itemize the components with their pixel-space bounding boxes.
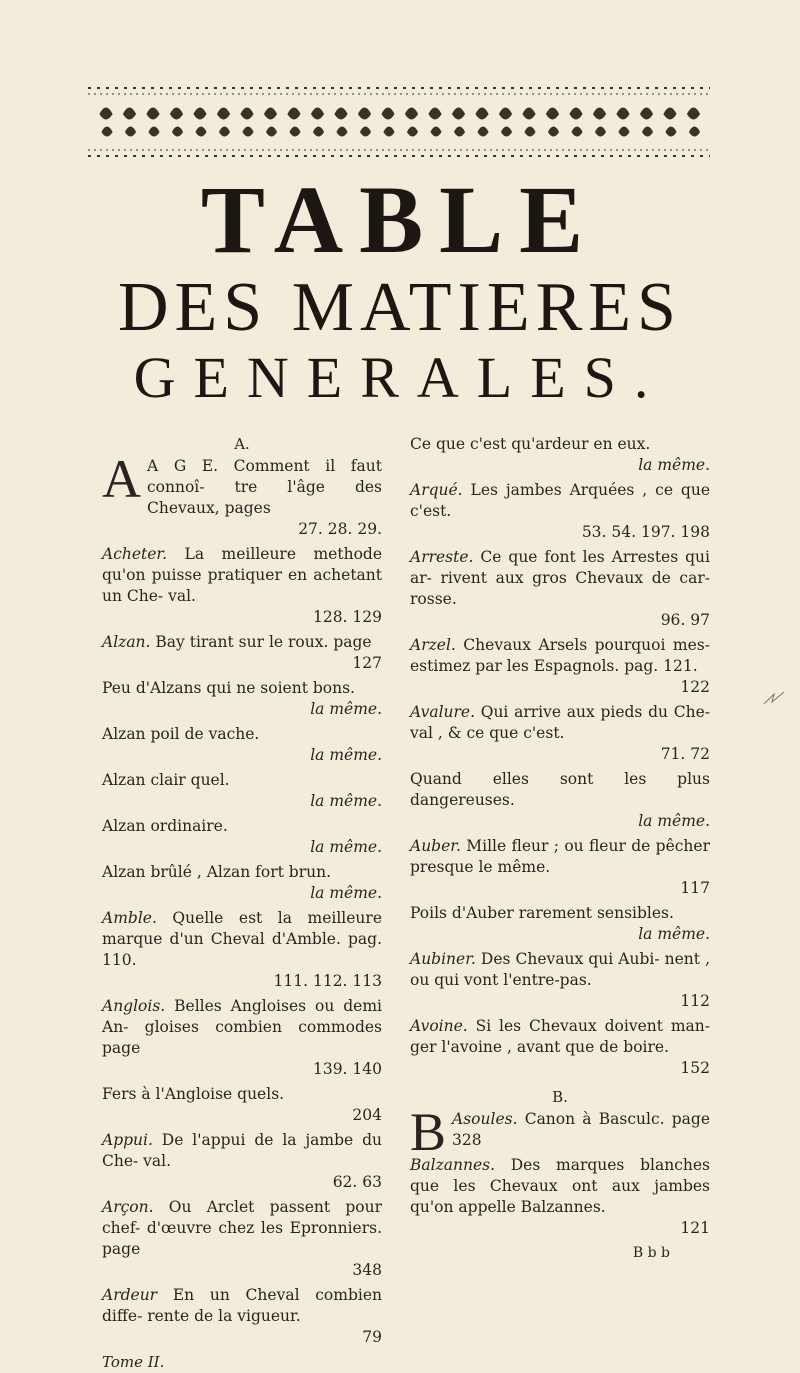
entry-text: Ce que c'est qu'ardeur en eux.	[410, 435, 651, 453]
fleuron-icon	[265, 108, 277, 136]
index-entry	[410, 702, 710, 765]
index-entry	[102, 724, 382, 766]
section-letter-a: A.	[234, 435, 250, 453]
index-entry	[102, 770, 382, 812]
entry-text: Chevaux Arsels pourquoi mes- estimez par les Espagnols. pag. 121.	[410, 636, 710, 675]
entry-page-ref: la même.	[310, 838, 382, 856]
fleuron-icon	[382, 108, 394, 136]
entry-page-ref: 79	[362, 1328, 382, 1346]
index-entry	[102, 1130, 382, 1193]
index-entry	[102, 544, 382, 628]
index-entry	[102, 996, 382, 1080]
entry-page-ref: 204	[352, 1106, 382, 1124]
index-entry	[410, 903, 710, 945]
fleuron-icon	[147, 108, 159, 136]
index-entry	[102, 1285, 382, 1348]
dropcap-b: B	[410, 1102, 447, 1162]
index-entry	[102, 1084, 382, 1126]
index-entry	[410, 1155, 710, 1239]
index-entry	[102, 632, 382, 674]
fleuron-icon	[124, 108, 136, 136]
entry-headword: Balzannes.	[410, 1156, 496, 1174]
fleuron-icon	[288, 108, 300, 136]
index-entry	[410, 1016, 710, 1079]
entry-page-ref: 71. 72	[660, 745, 710, 763]
entry-page-ref: la même.	[638, 812, 710, 830]
fleuron-icon	[218, 108, 230, 136]
fleuron-icon	[335, 108, 347, 136]
entry-text: Des Chevaux qui Aubi- nent , ou qui vont l'entre-pas.	[410, 950, 710, 989]
index-entry	[102, 449, 382, 540]
entry-text: Quand elles sont les plus dangereuses.	[410, 770, 710, 809]
index-entry	[410, 949, 710, 1012]
entry-headword: Asoules.	[452, 1110, 518, 1128]
index-entry	[410, 769, 710, 832]
entry-text: Ou Arclet passent pour chef- d'œuvre chez les Epronniers. page	[102, 1198, 382, 1258]
fleuron-icon	[547, 108, 559, 136]
entry-page-ref: 128. 129	[312, 608, 382, 626]
entry-headword: Acheter.	[102, 545, 168, 563]
entry-page-ref: la même.	[310, 792, 382, 810]
entry-page-ref: 117	[680, 879, 710, 897]
page-subtitle-2: GENERALES.	[133, 345, 667, 410]
entry-text: Quelle est la meilleure marque d'un Cheval d'Amble. pag. 110.	[102, 909, 382, 969]
entry-headword: Auber.	[410, 837, 461, 855]
fleuron-icon	[429, 108, 441, 136]
entry-page-ref: 348	[352, 1261, 382, 1279]
entry-headword: Arçon.	[102, 1198, 154, 1216]
entry-text: A G E. Comment il faut connoî- tre l'âge des Chevaux, pages	[147, 457, 382, 517]
entry-text: Bay tirant sur le roux. page	[150, 633, 372, 651]
entry-text: Fers à l'Angloise quels.	[102, 1085, 285, 1103]
entry-page-ref: 62. 63	[332, 1173, 382, 1191]
index-entry	[410, 547, 710, 631]
fleuron-icon	[359, 108, 371, 136]
entry-page-ref: 139. 140	[312, 1060, 382, 1078]
fleuron-icon	[453, 108, 465, 136]
entry-text: Si les Chevaux doivent man- ger l'avoine , avant que de boire.	[410, 1017, 710, 1056]
index-entry	[410, 1102, 710, 1162]
index-entry	[410, 480, 710, 543]
entry-text: Canon à Basculc. page 328	[452, 1110, 710, 1149]
entry-text: Mille fleur ; ou fleur de pêcher presque le même.	[410, 837, 710, 876]
fleuron-icon	[617, 108, 629, 136]
entry-headword: Arqué.	[410, 481, 463, 499]
entry-headword: Avoine.	[410, 1017, 468, 1035]
entry-headword: Arreste.	[410, 548, 474, 566]
fleuron-icon	[171, 108, 183, 136]
fleuron-icon	[312, 108, 324, 136]
entry-text: Ce que font les Arrestes qui ar- rivent aux gros Chevaux de car- rosse.	[410, 548, 710, 608]
entry-text: Belles Angloises ou demi An- gloises combien commodes page	[102, 997, 382, 1057]
index-entry	[102, 1197, 382, 1281]
entry-headword: Amble.	[102, 909, 157, 927]
fleuron-icon	[476, 108, 488, 136]
entry-headword: Arzel.	[410, 636, 456, 654]
index-entry	[102, 908, 382, 992]
entry-page-ref: la même.	[310, 700, 382, 718]
entry-headword: Anglois.	[102, 997, 166, 1015]
entry-text: Alzan poil de vache.	[102, 725, 260, 743]
entry-headword: Alzan.	[102, 633, 151, 651]
entry-headword: Aubiner.	[410, 950, 476, 968]
entry-page-ref: 112	[680, 992, 710, 1010]
fleuron-icon	[241, 108, 253, 136]
fleuron-icon	[523, 108, 535, 136]
right-column	[410, 434, 710, 1264]
entry-text: Poils d'Auber rarement sensibles.	[410, 904, 674, 922]
fleuron-icon	[688, 108, 700, 136]
dropcap-a: A	[102, 449, 141, 509]
entry-page-ref: 122	[680, 678, 710, 696]
index-entry	[410, 635, 710, 698]
entry-text: La meilleure methode qu'on puisse pratiquer en achetant un Che- val.	[102, 545, 382, 605]
entry-headword: Ardeur	[102, 1286, 158, 1304]
index-entry	[410, 434, 710, 476]
fleuron-icon	[594, 108, 606, 136]
signature-mark: B b b	[632, 1245, 670, 1261]
fleuron-icon	[641, 108, 653, 136]
entry-page-ref: 121	[680, 1219, 710, 1237]
entry-text: Peu d'Alzans qui ne soient bons.	[102, 679, 355, 697]
entry-page-ref: 111. 112. 113	[273, 972, 382, 990]
index-entry	[102, 816, 382, 858]
entry-page-ref: 127	[352, 654, 382, 672]
entry-page-ref: 96. 97	[660, 611, 710, 629]
index-entry	[102, 678, 382, 720]
entry-page-ref: 27. 28. 29.	[298, 520, 382, 538]
entry-text: Les jambes Arquées , ce que c'est.	[410, 481, 710, 520]
fleuron-band-icon	[88, 82, 710, 160]
entry-page-ref: la même.	[310, 884, 382, 902]
fleuron-icon	[570, 108, 582, 136]
entry-text: Alzan clair quel.	[102, 771, 230, 789]
entry-text: Alzan brûlé , Alzan fort brun.	[102, 863, 332, 881]
fleuron-icon	[100, 108, 112, 136]
entry-headword: Appui.	[102, 1131, 153, 1149]
fleuron-icon	[194, 108, 206, 136]
entry-text: Des marques blanches que les Chevaux ont aux jambes qu'on appelle Balzannes.	[410, 1156, 710, 1216]
left-column	[102, 434, 382, 1373]
entry-page-ref: la même.	[310, 746, 382, 764]
page-title: TABLE	[200, 166, 600, 273]
entry-headword: Avalure.	[410, 703, 476, 721]
entry-page-ref: la même.	[638, 456, 710, 474]
fleuron-icon	[500, 108, 512, 136]
fleuron-icon	[406, 108, 418, 136]
margin-scribble-icon	[760, 684, 790, 714]
entry-text: En un Cheval combien diffe- rente de la vigueur.	[102, 1286, 382, 1325]
index-entry	[410, 836, 710, 899]
entry-page-ref: 152	[680, 1059, 710, 1077]
fleuron-icon	[664, 108, 676, 136]
entry-text: Alzan ordinaire.	[102, 817, 228, 835]
section-letter-b: B.	[552, 1088, 568, 1106]
page-subtitle: DES MATIERES	[118, 269, 682, 346]
volume-footer: Tome II.	[102, 1353, 165, 1371]
index-entry	[102, 862, 382, 904]
entry-text: Qui arrive aux pieds du Che- val , & ce que c'est.	[410, 703, 710, 742]
entry-page-ref: 53. 54. 197. 198	[581, 523, 710, 541]
entry-text: De l'appui de la jambe du Che- val.	[102, 1131, 382, 1170]
entry-page-ref: la même.	[638, 925, 710, 943]
